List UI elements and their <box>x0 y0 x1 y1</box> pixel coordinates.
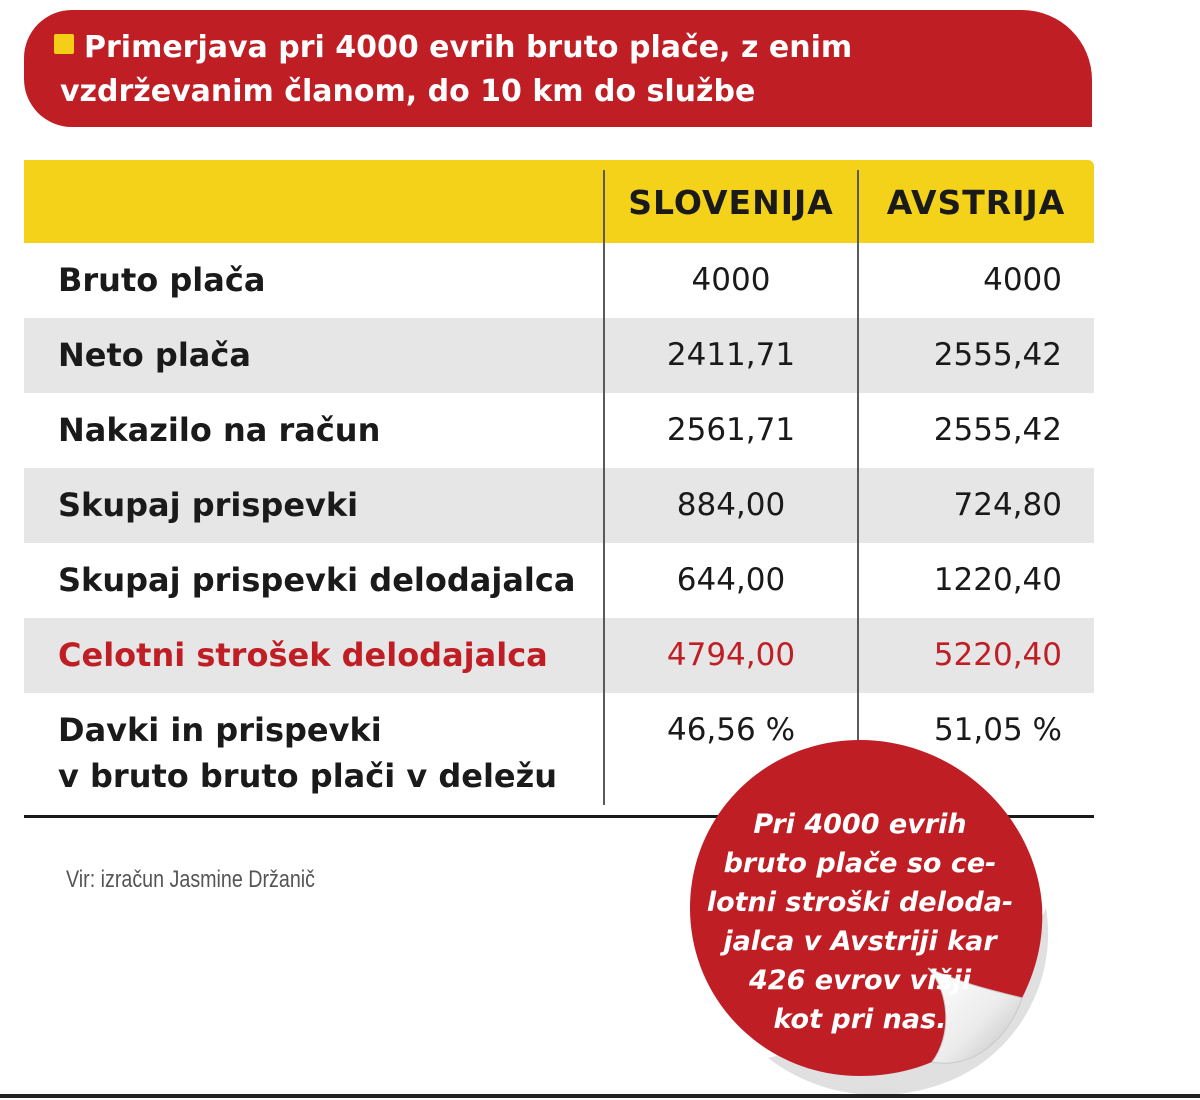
table-row <box>24 243 1094 318</box>
row-label-line-1: Davki in prispevki <box>58 711 382 749</box>
row-label-line-2: v bruto bruto plači v deležu <box>58 757 558 795</box>
table-row <box>24 543 1094 618</box>
callout-line: kot pri nas. <box>773 1004 947 1035</box>
callout-line: 426 evrov višji <box>749 965 971 996</box>
row-label: Celotni strošek delodajalca <box>58 636 548 674</box>
table-row <box>24 393 1094 468</box>
value-slovenija: 2411,71 <box>666 337 796 373</box>
column-divider <box>857 170 859 805</box>
value-avstrija: 5220,40 <box>933 637 1062 673</box>
value-avstrija: 4000 <box>983 262 1062 298</box>
chart-title: Primerjava pri 4000 evrih bruto plače, z enim vzdrževanim članom, do 10 km do službe <box>60 30 853 109</box>
value-slovenija: 4794,00 <box>666 637 796 673</box>
table-row <box>24 468 1094 543</box>
table-row-highlight <box>24 618 1094 693</box>
value-avstrija: 2555,42 <box>933 337 1062 373</box>
callout-line: bruto plače so ce- <box>723 848 997 879</box>
value-slovenija: 884,00 <box>676 487 786 523</box>
callout-line: lotni stroški deloda- <box>706 887 1014 918</box>
value-avstrija: 1220,40 <box>933 562 1062 598</box>
value-avstrija: 724,80 <box>953 487 1062 523</box>
row-label: Skupaj prispevki delodajalca <box>58 561 576 599</box>
column-divider <box>603 170 605 805</box>
callout-line: Pri 4000 evrih <box>753 809 967 840</box>
row-label: Nakazilo na račun <box>58 411 381 449</box>
row-label: Neto plača <box>58 336 251 374</box>
value-avstrija: 2555,42 <box>933 412 1062 448</box>
title-banner <box>24 10 1092 127</box>
page-bottom-rule <box>0 1094 1200 1098</box>
callout-line: jalca v Avstriji kar <box>723 926 997 957</box>
callout-text <box>695 805 1025 1039</box>
table-header <box>24 160 1094 243</box>
value-slovenija: 644,00 <box>676 562 786 598</box>
comparison-table <box>24 160 1094 821</box>
source-note: Vir: izračun Jasmine Držanič <box>66 866 315 893</box>
column-header-slovenija: SLOVENIJA <box>628 183 834 222</box>
value-slovenija: 4000 <box>691 262 771 298</box>
callout-sticker <box>690 740 1070 1095</box>
row-label: Bruto plača <box>58 261 266 299</box>
table-row <box>24 318 1094 393</box>
column-header-avstrija: AVSTRIJA <box>886 183 1066 222</box>
row-label <box>58 707 557 799</box>
row-label: Skupaj prispevki <box>58 486 359 524</box>
value-slovenija: 46,56 % <box>666 712 796 748</box>
value-slovenija: 2561,71 <box>666 412 796 448</box>
value-avstrija: 51,05 % <box>933 712 1062 748</box>
